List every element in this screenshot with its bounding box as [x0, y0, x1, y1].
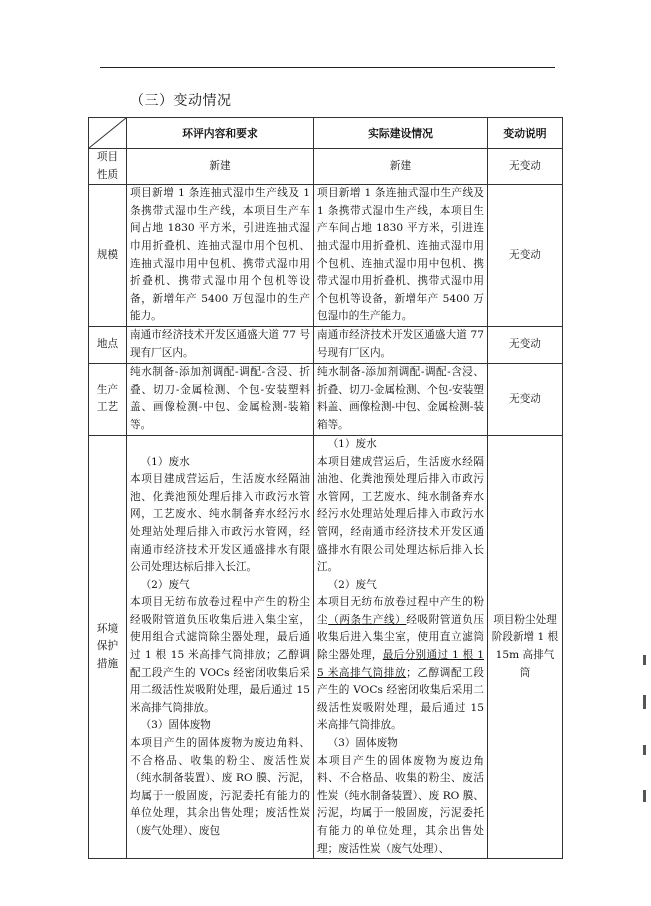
- row-note: 无变动: [488, 149, 563, 185]
- section-title: （三）变动情况: [130, 93, 232, 109]
- table-row: [89, 363, 563, 435]
- eia-solid-title: （3）固体废物: [140, 719, 211, 732]
- row-category: 地点: [89, 326, 127, 363]
- eia-water-text: 本项目建成营运后，生活废水经隔油池、化粪池预处理后排入市政污水管网，工艺废水、纯水制备弃水经污水处理站处理后排入市政污水管网，经南通市经济技术开发区通盛排水有限公司处理达标后排入长江。: [130, 473, 310, 574]
- env-actual-cell: [314, 435, 488, 858]
- table-row: [89, 149, 563, 185]
- row-eia: 新建: [127, 149, 314, 185]
- table-row-env: [89, 435, 563, 858]
- diagonal-corner-cell: [89, 118, 127, 149]
- actual-water-text: 本项目建成营运后，生活废水经隔油池、化粪池预处理后排入市政污水管网，工艺废水、纯水制备弃水经污水处理站处理后排入市政污水管网，经南通市经济技术开发区通盛排水有限公司处理达标后排入长江。: [317, 455, 484, 574]
- actual-solid-text: 本项目产生的固体废物为废边角料、不合格品、收集的粉尘、废活性炭（纯水制备装置）、废 RO 膜、污泥，均属于一般固废，污泥委托有能力的单位处理，其余出售处理；废活性炭（废气处理）、: [317, 754, 484, 855]
- eia-gas-text: 本项目无纺布放卷过程中产生的粉尘经吸附管道负压收集后进入集尘室，使用组合式滤筒除尘器处理，最后通过 1 根 15 米高排气筒排放；乙醇调配工段产生的 VOCs 经密闭收集后采用二级活性炭吸附处理，最后通过 15 米高排气筒排放。: [130, 596, 310, 714]
- row-note: 无变动: [488, 363, 563, 435]
- actual-gas-underline-lines: （两条生产线）: [328, 613, 407, 626]
- row-category: 规模: [89, 185, 127, 327]
- row-actual: 新建: [314, 149, 488, 185]
- eia-gas-title: （2）废气: [140, 578, 190, 591]
- row-eia: 项目新增 1 条连抽式湿巾生产线及 1 条携带式湿巾生产线，本项目生产车间占地 1830 平方米，引进连抽式湿巾用折叠机、连抽式湿巾用个包机、连抽式湿巾用中包机、携带式湿巾用折叠机、携带式湿巾用个包机等设备，新增年产 5400 万包湿巾的生产能力。: [127, 185, 314, 327]
- actual-gas-part-a: 本项目无纺布放卷过程中产生的粉尘: [317, 596, 484, 626]
- row-actual: 纯水制备-添加剂调配-调配-含浸、折叠、切刀-金属检测、个包-安装塑料盖、画像检测-中包、金属检测-装箱等。: [314, 363, 488, 435]
- row-actual: 南通市经济技术开发区通盛大道 77 号现有厂区内。: [314, 326, 488, 363]
- row-actual: 项目新增 1 条连抽式湿巾生产线及 1 条携带式湿巾生产线，本项目生产车间占地 1830 平方米，引进连抽式湿巾用折叠机、连抽式湿巾用个包机、连抽式湿巾用中包机、携带式湿巾用折叠机、携带式湿巾用个包机等设备，新增年产 5400 万包湿巾的生产能力。: [314, 185, 488, 327]
- table-header-row: [89, 118, 563, 149]
- eia-water-title: （1）废水: [140, 455, 190, 468]
- diagonal-line: [89, 118, 126, 148]
- row-eia: 纯水制备-添加剂调配-调配-含浸、折叠、切刀-金属检测、个包-安装塑料盖、画像检测-中包、金属检测-装箱等。: [127, 363, 314, 435]
- table-row: [89, 326, 563, 363]
- actual-water-title: （1）废水: [327, 437, 377, 450]
- row-note: 无变动: [488, 326, 563, 363]
- scan-mark: [643, 790, 646, 802]
- actual-gas-part-c: 经吸附管道负压收集后进入集尘室，使用直立滤筒除尘器处理，: [317, 613, 484, 662]
- scan-mark: [643, 655, 646, 665]
- row-eia: 南通市经济技术开发区通盛大道 77 号现有厂区内。: [127, 326, 314, 363]
- actual-gas-text: [317, 594, 484, 735]
- header-rule: [100, 67, 555, 68]
- env-eia-cell: [127, 435, 314, 858]
- scan-mark: [643, 695, 646, 709]
- row-note: 无变动: [488, 185, 563, 327]
- row-category: 项目性质: [89, 149, 127, 185]
- env-note: 项目粉尘处理阶段新增 1 根 15m 高排气筒: [488, 435, 563, 858]
- change-table: [88, 117, 563, 859]
- scan-mark: [643, 745, 646, 755]
- scan-edge-marks: [643, 655, 649, 815]
- actual-gas-title: （2）废气: [327, 578, 377, 591]
- actual-gas-underline-stack: 最后分别通过 1 根 15 米高排气筒排放: [317, 649, 484, 679]
- row-category: 生产工艺: [89, 363, 127, 435]
- header-actual: 实际建设情况: [314, 118, 488, 149]
- header-eia: 环评内容和要求: [127, 118, 314, 149]
- table-row: [89, 185, 563, 327]
- header-note: 变动说明: [488, 118, 563, 149]
- eia-solid-text: 本项目产生的固体废物为废边角料、不合格品、收集的粉尘、废活性炭（纯水制备装置）、废 RO 膜、污泥，均属于一般固废，污泥委托有能力的单位处理，其余出售处理；废活性炭（废气处理）、废包: [130, 737, 310, 837]
- row-category: 环境保护措施: [89, 435, 127, 858]
- actual-solid-title: （3）固体废物: [327, 737, 398, 750]
- actual-gas-part-e: ；乙醇调配工段产生的 VOCs 经密闭收集后采用二级活性炭吸附处理，最后通过 15 米高排气筒排放。: [317, 666, 485, 732]
